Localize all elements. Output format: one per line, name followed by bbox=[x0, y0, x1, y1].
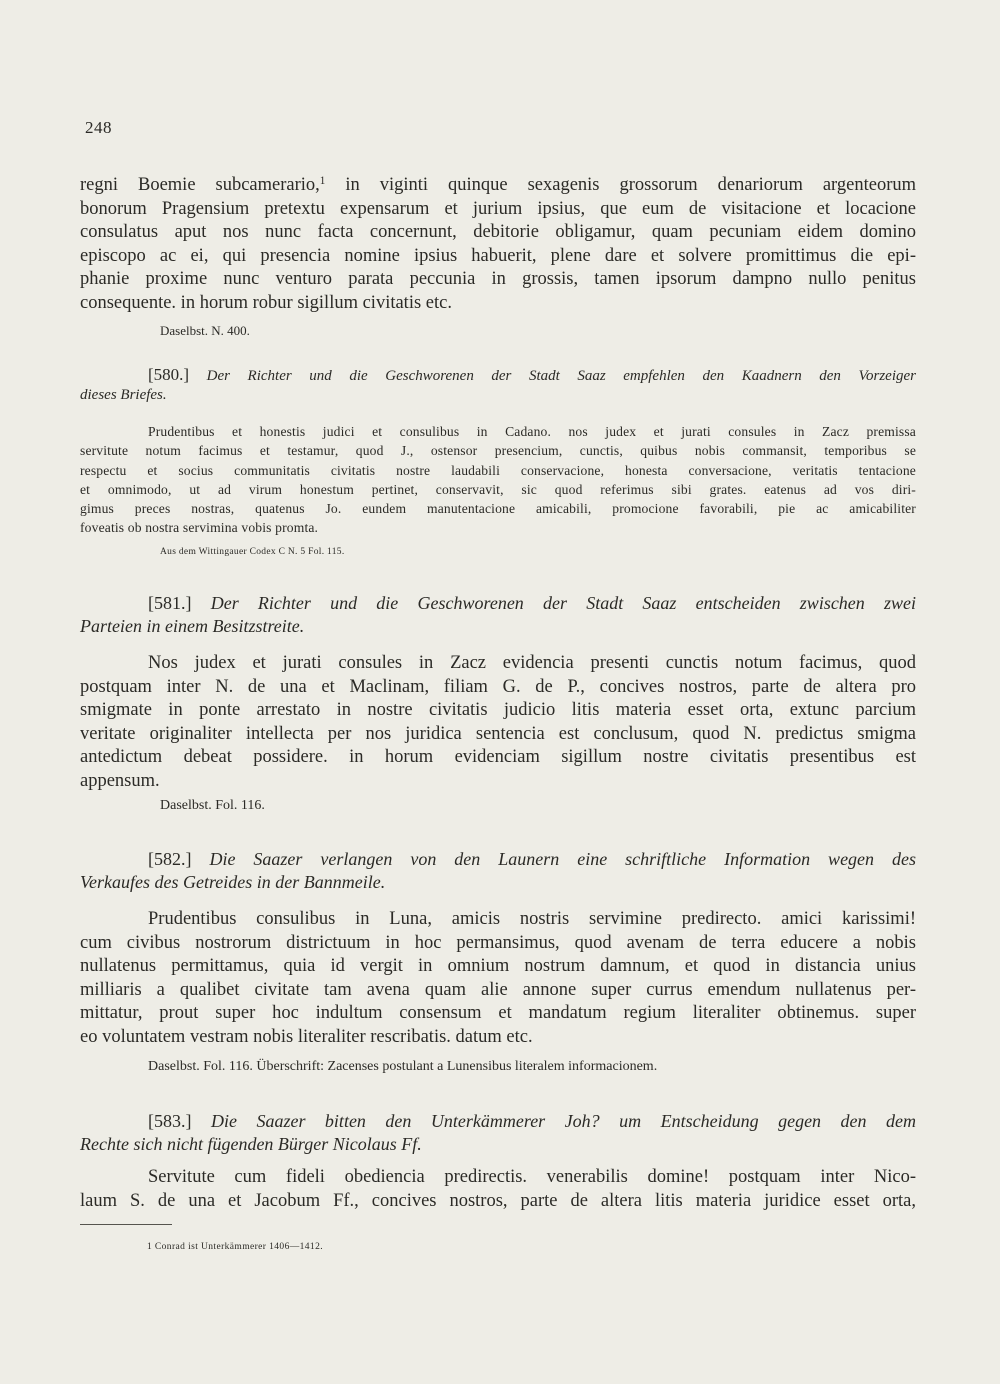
text-line: cum civibus nostrorum districtuum in hoc permansimus, quod avenam de terra educere a nobis bbox=[80, 932, 916, 953]
heading-line: [582.] Die Saazer verlangen von den Launern eine schriftliche Information wegen des bbox=[148, 849, 917, 869]
text-line: regni Boemie subcamerario,$^1$ in viginti quinque sexagenis grossorum denariorum argenteorum bbox=[80, 175, 916, 195]
entry-heading-583 bbox=[80, 1110, 916, 1156]
entry-text-581 bbox=[80, 652, 916, 793]
text-line: et omnimodo, ut ad virum honestum pertinet, conservavit, sic quod referimus sibi grates. eatenus ad vos diri- bbox=[80, 481, 916, 497]
text-line: episcopo ac ei, qui presencia nomine ipsius habuerit, plene dare et solvere promittimus die epi- bbox=[80, 245, 916, 266]
text-line: eo voluntatem vestram nobis literaliter rescribatis. datum etc. bbox=[80, 1026, 533, 1047]
entry-number: [580.] bbox=[148, 365, 190, 384]
intro-paragraph bbox=[80, 174, 916, 315]
heading-line: Rechte sich nicht fügenden Bürger Nicolaus Ff. bbox=[80, 1134, 422, 1154]
text-line: smigmate in ponte arrestato in nostre civitatis judicio litis materia esset orta, extunc parcium bbox=[80, 700, 916, 720]
text-line: Prudentibus et honestis judici et consulibus in Cadano. nos judex et jurati consules in Zacz premissa bbox=[148, 424, 916, 439]
text-line: antedictum debeat possidere. in horum evidenciam sigillum nostre civitatis presentibus est bbox=[80, 747, 916, 767]
text-line: phanie proxime nunc venturo parata peccunia in grossis, tamen ipsorum dampno nullo penitus bbox=[80, 269, 916, 289]
text-line: laum S. de una et Jacobum Ff., concives nostros, parte de altera litis materia juridice esset orta, bbox=[80, 1190, 916, 1211]
entry-number: [583.] bbox=[148, 1111, 192, 1131]
footnote: 1 Conrad ist Unterkämmerer 1406—1412. bbox=[147, 1242, 324, 1252]
text-line: consulatus aput nos nunc facta concernunt, debitorie obligamur, quam pecuniam eidem domino bbox=[80, 222, 916, 242]
footnote-divider bbox=[80, 1224, 172, 1225]
entry-text-582 bbox=[80, 908, 916, 1049]
heading-line: [580.] Der Richter und die Geschworenen der Stadt Saaz empfehlen den Kaadnern den Vorzeiger bbox=[148, 365, 917, 384]
text-line: milliaris a qualibet civitate tam avena quam alie annone super currus emendum nullatenus per- bbox=[80, 979, 916, 1000]
source-note: Aus dem Wittingauer Codex C N. 5 Fol. 115. bbox=[160, 547, 345, 557]
text-line: mittatur, prout super hoc indultum consensum et mandatum regium literaliter obtinemus. super bbox=[80, 1003, 916, 1023]
text-line: bonorum Pragensium pretextu expensarum et jurium ipsius, que eum de visitacione et locacione bbox=[80, 198, 916, 219]
text-line: gimus preces nostras, quatenus Jo. eundem manutentacione amicabili, promocione favorabili, pie ac amicabiliter bbox=[80, 501, 916, 517]
text-line: foveatis ob nostra servimina vobis promta. bbox=[80, 520, 319, 536]
source-note: Daselbst. Fol. 116. bbox=[160, 798, 265, 813]
heading-line: dieses Briefes. bbox=[80, 386, 167, 403]
source-note: Daselbst. N. 400. bbox=[160, 323, 250, 338]
entry-text-583 bbox=[80, 1166, 916, 1213]
text-line: servitute notum facimus et testamur, quod J., ostensor presencium, cunctis, quibus nobis commansit, temporibus se bbox=[80, 443, 916, 459]
heading-line: [581.] Der Richter und die Geschworenen der Stadt Saaz entscheiden zwischen zwei bbox=[148, 593, 917, 613]
entry-heading-581 bbox=[80, 592, 916, 638]
entry-number: [581.] bbox=[148, 593, 192, 613]
entry-text-580 bbox=[80, 422, 916, 538]
source-note: Daselbst. Fol. 116. Überschrift: Zacenses postulant a Lunensibus literalem informacionem. bbox=[148, 1059, 658, 1074]
text-line: nullatenus permittamus, quia id vergit in omnium nostrum damnum, et quod in distancia unius bbox=[80, 956, 916, 976]
text-line: veritate originaliter intellecta per nos juridica sentencia est conclusum, quod N. predictus smigma bbox=[80, 723, 916, 744]
text-line: Nos judex et jurati consules in Zacz evidencia presenti cunctis notum facimus, quod bbox=[148, 653, 916, 673]
text-line: respectu et socius communitatis civitatis nostre laudabili conservacione, honesta conversacione, veritatis tentacione bbox=[80, 462, 916, 478]
footnote-mark: 1 bbox=[319, 175, 326, 187]
text-line: Servitute cum fideli obediencia predirectis. venerabilis domine! postquam inter Nico- bbox=[148, 1167, 916, 1187]
heading-line: Verkaufes des Getreides in der Bannmeile. bbox=[80, 872, 386, 892]
text-line: Prudentibus consulibus in Luna, amicis nostris servimine predirecto. amici karissimi! bbox=[148, 909, 916, 929]
page-number: 248 bbox=[85, 118, 112, 137]
entry-heading-582 bbox=[80, 848, 916, 894]
text-line: appensum. bbox=[80, 770, 160, 791]
text-line: consequente. in horum robur sigillum civitatis etc. bbox=[80, 292, 452, 313]
heading-line: Parteien in einem Besitzstreite. bbox=[80, 616, 305, 636]
entry-number: [582.] bbox=[148, 849, 192, 869]
text-line: postquam inter N. de una et Maclinam, filiam G. de P., concives nostros, parte de altera pro bbox=[80, 676, 916, 697]
entry-heading-580 bbox=[80, 366, 916, 404]
heading-line: [583.] Die Saazer bitten den Unterkämmerer Joh? um Entscheidung gegen den dem bbox=[148, 1111, 916, 1131]
